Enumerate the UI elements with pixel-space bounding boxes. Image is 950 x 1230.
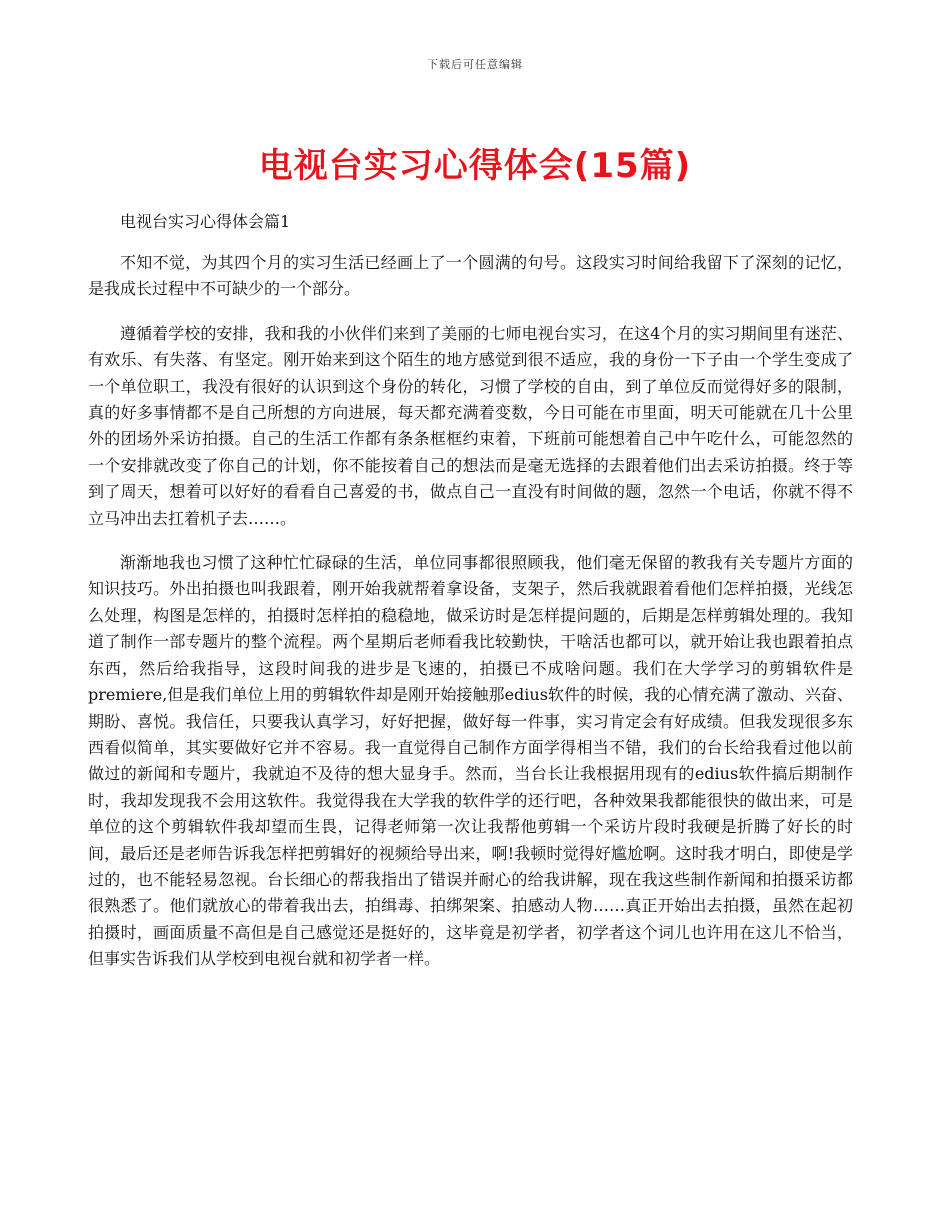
paragraph-3: 渐渐地我也习惯了这种忙忙碌碌的生活，单位同事都很照顾我，他们毫无保留的教我有关专题片方面的知识技巧。外出拍摄也叫我跟着，刚开始我就帮着拿设备，支架子，然后我就跟着看他们怎样拍摄，光线怎么处理，构图是怎样的，拍摄时怎样拍的稳稳地，做采访时是怎样提问题的，后期是怎样剪辑处理的。我知道了制作一部专题片的整个流程。两个星期后老师看我比较勤快，干啥活也都可以，就开始让我也跟着拍点东西，然后给我指导，这段时间我的进步是飞速的，拍摄已不成啥问题。我们在大学学习的剪辑软件是premiere,但是我们单位上用的剪辑软件却是刚开始接触那edius软件的时候，我的心情充满了激动、兴奋、期盼、喜悦。我信任，只要我认真学习，好好把握，做好每一件事，实习肯定会有好成绩。但我发现很多东西看似简单，其实要做好它并不容易。我一直觉得自己制作方面学得相当不错，我们的台长给我看过他以前做过的新闻和专题片，我就迫不及待的想大显身手。然而，当台长让我根据用现有的edius软件搞后期制作时，我却发现我不会用这软件。我觉得我在大学我的软件学的还行吧，各种效果我都能很快的做出来，可是单位的这个剪辑软件我却望而生畏，记得老师第一次让我帮他剪辑一个采访片段时我硬是折腾了好长的时间，最后还是老师告诉我怎样把剪辑好的视频给导出来，啊!我顿时觉得好尴尬啊。这时我才明白，即使是学过的，也不能轻易忽视。台长细心的帮我指出了错误并耐心的给我讲解，现在我这些制作新闻和拍摄采访都很熟悉了。他们就放心的带着我出去，拍缉毒、拍绑架案、拍感动人物……真正开始出去拍摄，虽然在起初拍摄时，画面质量不高但是自己感觉还是挺好的，这毕竟是初学者，初学者这个词儿也许用在这儿不恰当，但事实告诉我们从学校到电视台就和初学者一样。 <box>88 553 853 969</box>
document-title: 电视台实习心得体会(15篇) <box>258 146 692 186</box>
section-heading: 电视台实习心得体会篇1 <box>120 212 291 231</box>
paragraph-1: 不知不觉，为其四个月的实习生活已经画上了一个圆满的句号。这段实习时间给我留下了深刻的记忆，是我成长过程中不可缺少的一个部分。 <box>88 253 853 299</box>
document-body <box>88 208 853 991</box>
page-header-note: 下载后可任意编辑 <box>427 58 523 71</box>
paragraph-2: 遵循着学校的安排，我和我的小伙伴们来到了美丽的七师电视台实习，在这4个月的实习期间里有迷茫、有欢乐、有失落、有坚定。刚开始来到这个陌生的地方感觉到很不适应，我的身份一下子由一个学生变成了一个单位职工，我没有很好的认识到这个身份的转化，习惯了学校的自由，到了单位反而觉得好多的限制，真的好多事情都不是自己所想的方向进展，每天都充满着变数，今日可能在市里面，明天可能就在几十公里外的团场外采访拍摄。自己的生活工作都有条条框框约束着，下班前可能想着自己中午吃什么，可能忽然的一个安排就改变了你自己的计划，你不能按着自己的想法而是毫无选择的去跟着他们出去采访拍摄。终于等到了周天，想着可以好好的看看自己喜爱的书，做点自己一直没有时间做的题，忽然一个电话，你就不得不立马冲出去扛着机子去……。 <box>88 323 853 528</box>
